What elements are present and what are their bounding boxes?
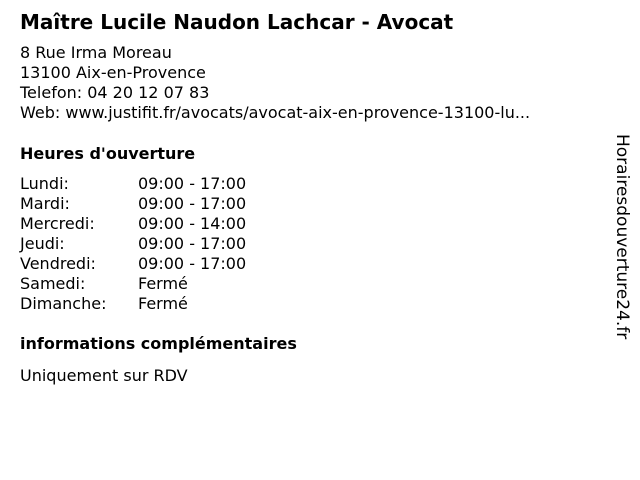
day-label: Dimanche: bbox=[20, 294, 107, 313]
hours-value: Fermé bbox=[138, 274, 188, 293]
hours-row-friday bbox=[20, 254, 246, 274]
phone-number: Telefon: 04 20 12 07 83 bbox=[20, 83, 210, 102]
day-label: Samedi: bbox=[20, 274, 86, 293]
page-title: Maître Lucile Naudon Lachcar - Avocat bbox=[20, 10, 454, 34]
hours-row-thursday bbox=[20, 234, 246, 254]
info-text: Uniquement sur RDV bbox=[20, 366, 188, 385]
city-address: 13100 Aix-en-Provence bbox=[20, 63, 206, 82]
hours-value: 09:00 - 17:00 bbox=[138, 194, 247, 213]
brand-watermark: Horairesdouverture24.fr bbox=[612, 134, 632, 340]
hours-value: 09:00 - 17:00 bbox=[138, 234, 247, 253]
day-label: Lundi: bbox=[20, 174, 69, 193]
day-label: Mercredi: bbox=[20, 214, 95, 233]
hours-heading: Heures d'ouverture bbox=[20, 144, 196, 163]
hours-value: Fermé bbox=[138, 294, 188, 313]
hours-row-saturday bbox=[20, 274, 246, 294]
hours-value: 09:00 - 17:00 bbox=[138, 174, 247, 193]
hours-row-sunday bbox=[20, 294, 246, 314]
hours-row-wednesday bbox=[20, 214, 246, 234]
opening-hours-list bbox=[20, 174, 246, 314]
hours-row-monday bbox=[20, 174, 246, 194]
hours-value: 09:00 - 17:00 bbox=[138, 254, 247, 273]
address-block bbox=[20, 43, 530, 123]
hours-row-tuesday bbox=[20, 194, 246, 214]
day-label: Jeudi: bbox=[20, 234, 65, 253]
street-address: 8 Rue Irma Moreau bbox=[20, 43, 172, 62]
day-label: Mardi: bbox=[20, 194, 70, 213]
info-heading: informations complémentaires bbox=[20, 334, 297, 353]
day-label: Vendredi: bbox=[20, 254, 96, 273]
hours-value: 09:00 - 14:00 bbox=[138, 214, 247, 233]
website-link[interactable]: Web: www.justifit.fr/avocats/avocat-aix-en-provence-13100-lu... bbox=[20, 103, 531, 122]
